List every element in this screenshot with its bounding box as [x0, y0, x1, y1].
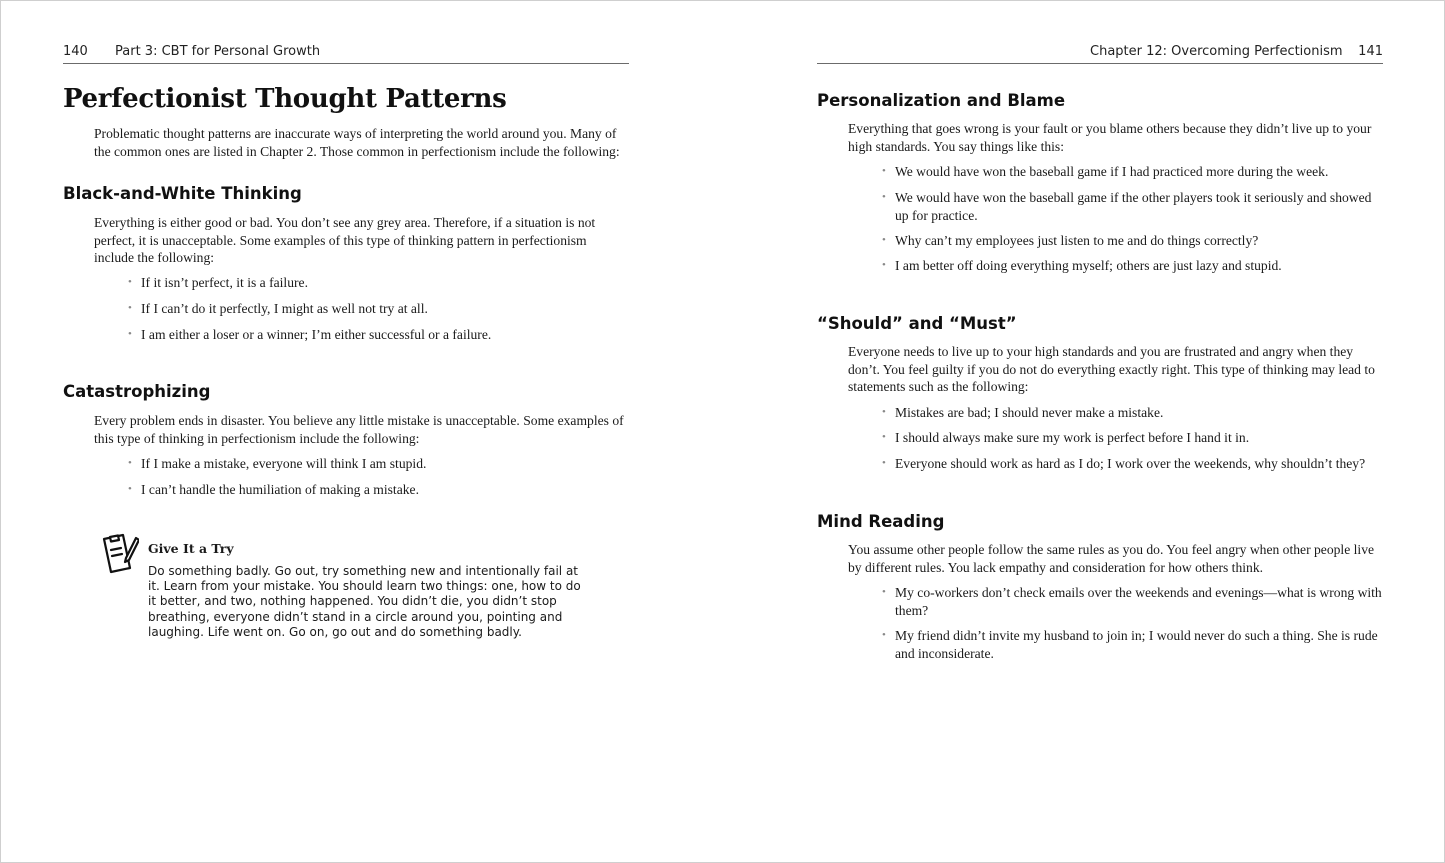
- section-paragraph: Everyone needs to live up to your high standards and you are frustrated and angry when they don’t. You feel guilty if you do not do everything exactly right. This type of thinking may lead to statements such as the following:: [848, 344, 1375, 395]
- section-heading: Personalization and Blame: [817, 91, 1066, 110]
- bullet-dot: •: [128, 328, 132, 340]
- section-paragraph: You assume other people follow the same rules as you do. You feel angry when other people live by different rules. You lack empathy and consideration for how others think.: [848, 542, 1375, 575]
- running-head-title: Chapter 12: Overcoming Perfectionism: [1090, 44, 1343, 59]
- bullet-item: • If I make a mistake, everyone will think I am stupid.: [128, 456, 427, 471]
- intro-paragraph: Problematic thought patterns are inaccurate ways of interpreting the world around you. Many of the common ones are listed in Chapter 2. Those common in perfectionism include the following:: [94, 126, 620, 159]
- bullet-dot: •: [128, 276, 132, 288]
- section-heading: Catastrophizing: [63, 382, 211, 401]
- bullet-dot: •: [128, 302, 132, 314]
- bullet-item: • I should always make sure my work is perfect before I hand it in.: [882, 430, 1250, 445]
- bullet-dot: •: [882, 191, 886, 203]
- section-heading: Mind Reading: [817, 512, 945, 531]
- bullet-item: • My co-workers don’t check emails over the weekends and evenings—what is wrong with them?: [882, 585, 1382, 618]
- bullet-dot: •: [882, 431, 886, 443]
- bullet-dot: •: [882, 165, 886, 177]
- section-paragraph: Everything that goes wrong is your fault or you blame others because they didn’t live up to your high standards. You say things like this:: [848, 121, 1372, 154]
- bullet-item: • I can’t handle the humiliation of making a mistake.: [128, 482, 419, 497]
- running-head-left: [63, 44, 629, 64]
- page-number: 140: [63, 44, 88, 59]
- bullet-item: • We would have won the baseball game if the other players took it seriously and showed up for practice.: [882, 190, 1372, 223]
- tip-title: Give It a Try: [148, 541, 234, 556]
- bullet-item: • We would have won the baseball game if I had practiced more during the week.: [882, 164, 1329, 179]
- bullet-item: • I am better off doing everything myself; others are just lazy and stupid.: [882, 258, 1282, 273]
- bullet-item: • My friend didn’t invite my husband to join in; I would never do such a thing. She is rude and inconsiderate.: [882, 628, 1378, 661]
- bullet-item: • I am either a loser or a winner; I’m either successful or a failure.: [128, 327, 492, 342]
- running-head-title: Part 3: CBT for Personal Growth: [115, 44, 321, 59]
- section-heading: Black-and-White Thinking: [63, 184, 302, 203]
- bullet-item: • Mistakes are bad; I should never make a mistake.: [882, 405, 1164, 420]
- section-heading: “Should” and “Must”: [817, 314, 1017, 333]
- bullet-dot: •: [128, 457, 132, 469]
- right-page: [817, 0, 1383, 863]
- bullet-item: • Everyone should work as hard as I do; I work over the weekends, why shouldn’t they?: [882, 456, 1366, 471]
- bullet-item: • If I can’t do it perfectly, I might as well not try at all.: [128, 301, 428, 316]
- page-number: 141: [1358, 44, 1383, 59]
- section-paragraph: Every problem ends in disaster. You believe any little mistake is unacceptable. Some examples of this type of thinking in perfectionism include the following:: [94, 413, 624, 446]
- bullet-dot: •: [882, 586, 886, 598]
- running-head-right: [817, 44, 1383, 64]
- clipboard-pencil-icon: [99, 530, 139, 574]
- bullet-dot: •: [128, 483, 132, 495]
- bullet-dot: •: [882, 259, 886, 271]
- tip-body: Do something badly. Go out, try something new and intentionally fail at it. Learn from your mistake. You should learn two things: one, how to do it better, and two, nothing happened. You didn’t die, you didn’t stop breathing, everyone didn’t stand in a circle around you, pointing and laughing. Life went on. Go on, go out and do something badly.: [148, 564, 581, 639]
- section-paragraph: Everything is either good or bad. You don’t see any grey area. Therefore, if a situation is not perfect, it is unacceptable. Some examples of this type of thinking pattern in perfectionism include the following:: [94, 215, 596, 266]
- bullet-item: • If it isn’t perfect, it is a failure.: [128, 275, 308, 290]
- bullet-dot: •: [882, 406, 886, 418]
- bullet-dot: •: [882, 457, 886, 469]
- left-page: [63, 0, 629, 863]
- bullet-dot: •: [882, 629, 886, 641]
- bullet-dot: •: [882, 234, 886, 246]
- bullet-item: • Why can’t my employees just listen to me and do things correctly?: [882, 233, 1259, 248]
- chapter-section-title: Perfectionist Thought Patterns: [63, 84, 507, 114]
